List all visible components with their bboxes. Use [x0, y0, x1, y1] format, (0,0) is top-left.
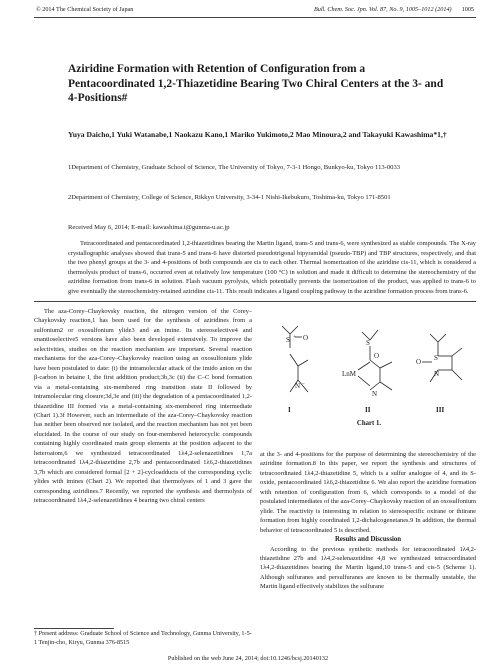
atom-n-ii: N [372, 390, 378, 398]
right-paragraph-1: at the 3- and 4-positions for the purpose of determining the stereochemistry of the aziridine formation.8 In this paper, we report the synthesis and structures of tetracoordinated 1λ4,2-thiazetidine 5, which is a sulfur analogue of 4, and its S-oxide, pentacoordinated 1λ6,2-thiazetidine 6. We also report the aziridine formation with retention of configuration from 6, which corresponds to a model of the postulated intermediates of the aza-Corey–Chaykovsky reaction of an oxosulfonium ylide. The reactivity is interesting in relation to stereospecific oxirane or thiirane formation from highly coordinated 1,2-dichalcogenetanes.9 In addition, the thermal behavior of tetracoordinated 5 is described. [260, 451, 476, 534]
abstract: Tetracoordinated and pentacoordinated 1,2-thiazetidines bearing the Martin ligand, trans-5 and trans-6, were synthesized as stable compounds. The X-ray crystallographic analyses showed that trans-5 and trans-6 have distorted pseudotrigonal bipyramidal (pseudo-TBP) and TBP structures, respectively, and that the two phenyl groups at the 3- and 4-positions of both compounds are cis to each other. Thermal isomerization of the aziridine cis-11, which is considered a thermolysis product of trans-6, occurred even at relatively low temperature (100 °C) in solution and made it difficult to determine the stereochemistry of the aziridine formation from trans-6 in solution. Flash vacuum pyrolysis, which potentially prevents the isomerization of the product, was applied to trans-6 to give eventually the stereochemistry-retained aziridine cis-11. This result indicates a ligand coupling pathway in the aziridine formation process from trans-6. [68, 240, 476, 295]
atom-n-iii: N [434, 370, 440, 378]
structure-label-iii: III [436, 406, 445, 414]
author-list: Yuya Daicho,1 Yuki Watanabe,1 Naokazu Kano,1 Mariko Yukimoto,2 Mao Minoura,2 and Takayuki Kawashima*1,† [68, 130, 447, 139]
chart-1-figure [262, 312, 476, 446]
journal-copyright: © 2014 The Chemical Society of Japan [36, 6, 134, 13]
citation-text: Bull. Chem. Soc. Jpn. Vol. 87, No. 9, 1005–1012 (2014) [313, 6, 452, 13]
atom-s-iii: S [434, 354, 438, 362]
article-title: Aziridine Formation with Retention of Configuration from a Pentacoordinated 1,2-Thiazetidine Bearing Two Chiral Centers at the 3- and 4-Positions# [68, 63, 444, 105]
atom-o-iii: O [416, 358, 422, 366]
atom-s-i: S [286, 336, 290, 344]
body-left-column: The aza-Corey–Chaykovsky reaction, the nitrogen version of the Corey–Chaykovsky reaction,1 has been used for the synthesis of aziridines from a sulfonium2 or oxosulfonium ylide3 and an imine. Its stereoselective4 and enantioselective5 versions have also been developed extensively. To improve the selectivities, studies on the reaction mechanism are important. Several reaction mechanisms for the aza-Corey–Chaykovsky reaction using an oxosulfonium ylide have been postulated to date: (i) the intramolecular attack of the imido anion on the β-carbon in betaine I, the first addition product;3b,3c (ii) the C–C bond formation via a metal-containing six-membered ring transition state II followed by intramolecular ring closure;3d,3e and (iii) the degradation of a pentacoordinated 1,2-thiazetidine III formed via a metal-containing six-membered ring intermediate (Chart 1).3f However, such an intermediate of the aza-Corey–Chaykovsky reaction has neither been observed nor isolated, and the reaction mechanism has not yet been elucidated. In the course of our study on four-membered heterocyclic compounds containing highly coordinated main group elements at the position adjacent to the heteroatom,6 we synthesized tetracoordinated 1λ4,2-selenazetidines 1,7a tetracoordinated 1λ4,2-thiazetidine 2,7b and pentacoordinated 1λ6,2-thiazetidines 3,7b which are considered formal [2 + 2]-cycloadducts of the corresponding cyclic ylides with imines (Chart 2). We reported that thermolyses of 1 and 3 gave the corresponding aziridines.7 Recently, we reported the synthesis and thermolysis of tetracoordinated 1λ4,2-selenazetidines 4 bearing two chiral centers [34, 308, 252, 505]
charge-minus-i: – [302, 382, 305, 387]
atom-o-ii: O [374, 352, 380, 360]
footnote: † Present address: Graduate School of Science and Technology, Gunma University, 1-5-1 Tenjin-cho, Kiryu, Gunma 376-8515 [34, 630, 252, 646]
atom-o-i: O [303, 334, 309, 342]
publication-line: Published on the web June 24, 2014; doi:10.1246/bcsj.20140132 [167, 655, 329, 662]
affiliation-1: 1Department of Chemistry, Graduate School of Science, The University of Tokyo, 7-3-1 Hongo, Bunkyo-ku, Tokyo 113-0033 [68, 164, 401, 171]
received-date: Received May 6, 2014; E-mail: kawashima.t@gunma-u.ac.jp [68, 224, 230, 231]
chart-1-structures [262, 312, 476, 418]
structure-label-ii: II [365, 406, 371, 414]
abstract-divider [34, 301, 476, 302]
page-number: 1005 [461, 6, 474, 13]
charge-plus-i: + [293, 335, 296, 340]
atom-s-ii: S [366, 339, 370, 347]
atom-n-i: N [295, 382, 301, 390]
chart-caption: Chart 1. [356, 420, 382, 427]
structure-ii-drawing [358, 330, 392, 390]
footnote-divider [34, 628, 114, 629]
section-heading: Results and Discussion [334, 536, 402, 544]
right-paragraph-2: According to the previous synthetic methods for tetracoordinated 1λ4,2-thiazetidine 27b and 1λ4,2-selenazetidine 4,8 we synthesized tetracoordinated 1λ4,2-thiazetidines bearing the Martin ligand,10 trans-5 and cis-5 (Scheme 1). Although sulfuranes and persulfuranes are known to be thermally unstable, the Martin ligand effectively stabilizes the sulfurane [260, 545, 476, 591]
journal-citation [314, 6, 474, 13]
affiliation-2: 2Department of Chemistry, College of Science, Rikkyo University, 3-34-1 Nishi-Ikebukuro, Toshima-ku, Tokyo 171-8501 [68, 194, 391, 201]
structure-iii-drawing [422, 334, 462, 382]
metal-ii: LnM [342, 370, 356, 378]
structure-label-i: I [288, 406, 291, 414]
header-divider [34, 17, 476, 18]
body-right-column [260, 450, 476, 592]
